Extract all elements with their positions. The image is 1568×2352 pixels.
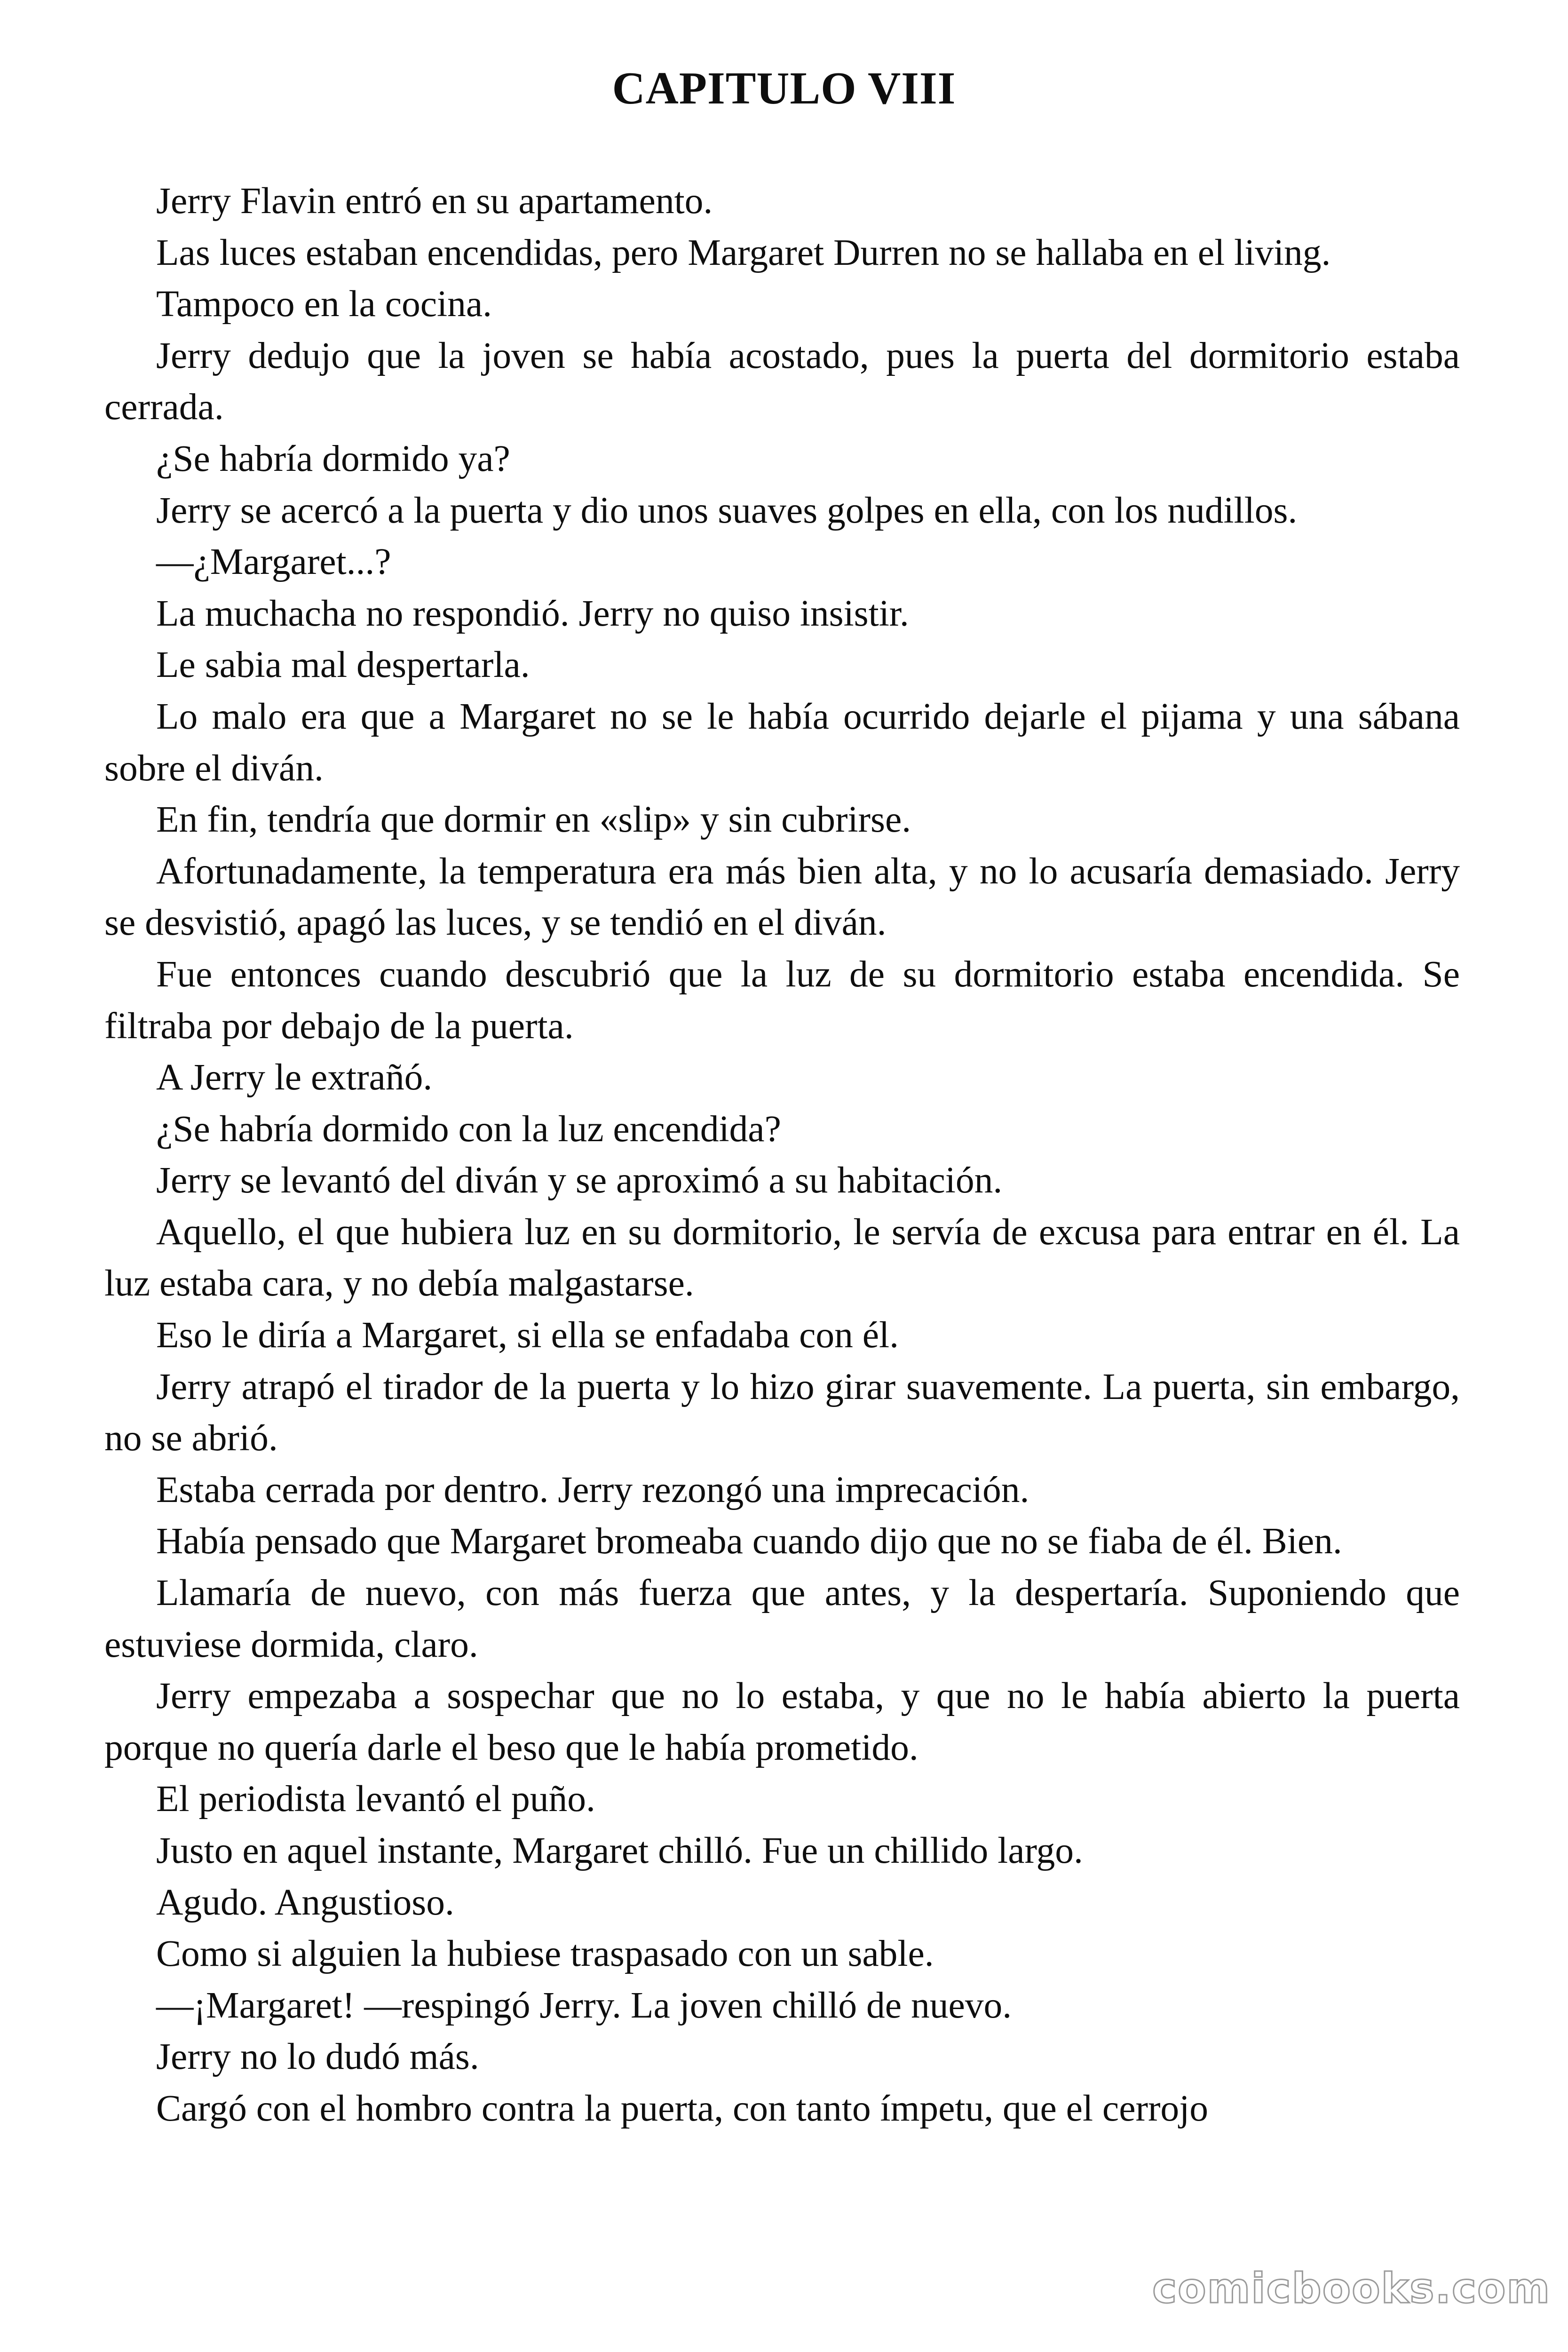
paragraph: Había pensado que Margaret bromeaba cuando dijo que no se fiaba de él. Bien. xyxy=(156,1520,1342,1562)
chapter-body xyxy=(104,175,1460,2135)
paragraph: Llamaría de nuevo, con más fuerza que antes, y la despertaría. Suponiendo que estuviese dormida, claro. xyxy=(104,1572,1460,1665)
paragraph: La muchacha no respondió. Jerry no quiso insistir. xyxy=(156,592,909,634)
paragraph: Cargó con el hombro contra la puerta, con tanto ímpetu, que el cerrojo xyxy=(156,2087,1209,2129)
paragraph: A Jerry le extrañó. xyxy=(156,1057,433,1098)
chapter-title: CAPITULO VIII xyxy=(612,63,956,113)
paragraph: Jerry empezaba a sospechar que no lo estaba, y que no le había abierto la puerta porque no quería darle el beso que le había prometido. xyxy=(104,1675,1460,1768)
paragraph: Aquello, el que hubiera luz en su dormitorio, le servía de excusa para entrar en él. La luz estaba cara, y no debía malgastarse. xyxy=(104,1211,1460,1304)
paragraph: En fin, tendría que dormir en «slip» y sin cubrirse. xyxy=(156,799,911,841)
watermark-logo: comicbooks.com xyxy=(1152,2264,1551,2312)
paragraph: Estaba cerrada por dentro. Jerry rezongó una imprecación. xyxy=(156,1469,1029,1510)
paragraph: Justo en aquel instante, Margaret chilló. Fue un chillido largo. xyxy=(156,1830,1083,1871)
paragraph: Eso le diría a Margaret, si ella se enfadaba con él. xyxy=(156,1314,899,1356)
paragraph: Agudo. Angustioso. xyxy=(156,1881,454,1923)
paragraph: Jerry no lo dudó más. xyxy=(156,2036,479,2078)
paragraph: Jerry se acercó a la puerta y dio unos suaves golpes en ella, con los nudillos. xyxy=(156,489,1298,531)
paragraph: Jerry dedujo que la joven se había acostado, pues la puerta del dormitorio estaba cerrada. xyxy=(104,334,1460,428)
paragraph: Lo malo era que a Margaret no se le había ocurrido dejarle el pijama y una sábana sobre el diván. xyxy=(104,695,1460,789)
paragraph: Fue entonces cuando descubrió que la luz de su dormitorio estaba encendida. Se filtraba por debajo de la puerta. xyxy=(104,953,1460,1047)
paragraph: Jerry se levantó del diván y se aproximó a su habitación. xyxy=(156,1160,1003,1201)
paragraph: Como si alguien la hubiese traspasado con un sable. xyxy=(156,1933,934,1975)
paragraph: Jerry atrapó el tirador de la puerta y lo hizo girar suavemente. La puerta, sin embargo, no se abrió. xyxy=(104,1366,1460,1459)
paragraph: Le sabia mal despertarla. xyxy=(156,644,530,686)
paragraph: Jerry Flavin entró en su apartamento. xyxy=(156,180,713,222)
paragraph: ¿Se habría dormido con la luz encendida? xyxy=(156,1108,781,1150)
paragraph: Tampoco en la cocina. xyxy=(156,283,492,325)
paragraph: —¡Margaret! —respingó Jerry. La joven chilló de nuevo. xyxy=(156,1984,1012,2026)
paragraph: Las luces estaban encendidas, pero Margaret Durren no se hallaba en el living. xyxy=(156,231,1331,273)
paragraph: ¿Se habría dormido ya? xyxy=(156,437,510,479)
paragraph: —¿Margaret...? xyxy=(156,541,391,583)
paragraph: Afortunadamente, la temperatura era más bien alta, y no lo acusaría demasiado. Jerry se desvistió, apagó las luces, y se tendió en el diván. xyxy=(104,850,1460,944)
paragraph: El periodista levantó el puño. xyxy=(156,1778,595,1820)
